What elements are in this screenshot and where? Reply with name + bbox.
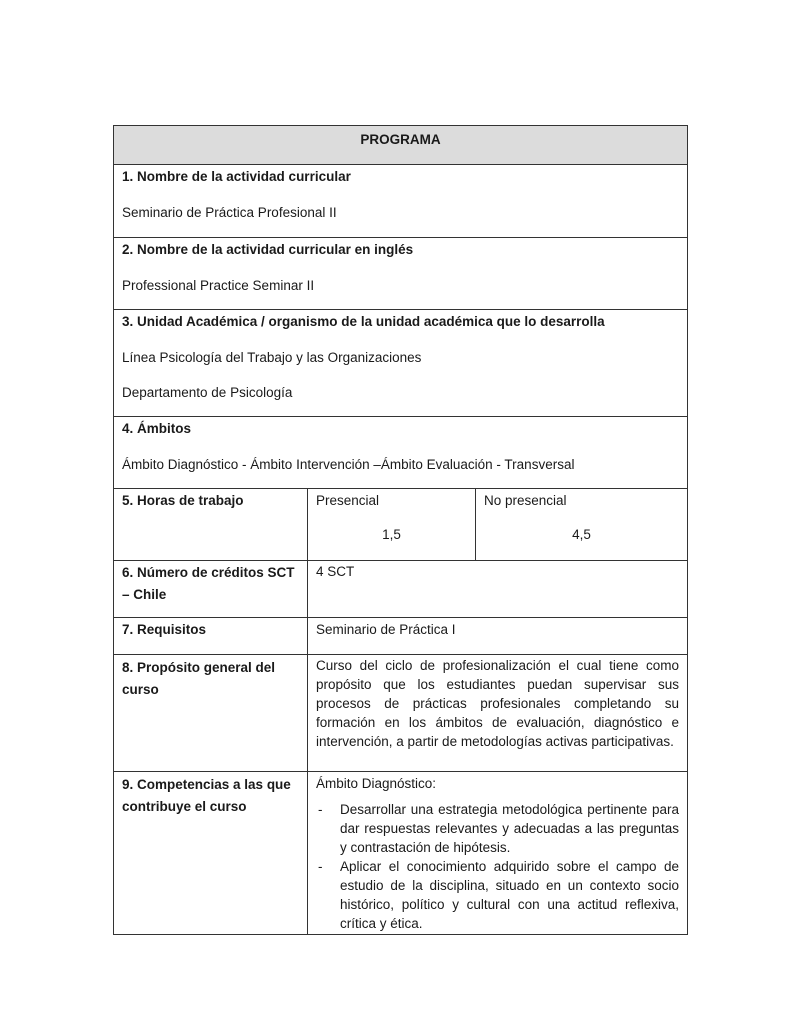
section-1-value: Seminario de Práctica Profesional II [122,205,337,220]
program-table [113,125,688,935]
section-9-title: 9. Competencias a las que contribuye el curso [114,772,308,935]
section-3-line2: Departamento de Psicología [122,385,293,400]
presencial-cell [308,489,476,561]
list-item: - Aplicar el conocimiento adquirido sobre el campo de estudio de la disciplina, situado en un contexto socio histórico, político y cultural con una actitud reflexiva, crítica y ética. [316,857,679,933]
header-row [114,126,688,165]
section-7-title: 7. Requisitos [114,618,308,655]
section-9-row [114,772,688,935]
section-3 [114,310,688,417]
presencial-label: Presencial [316,493,380,508]
section-3-title: 3. Unidad Académica / organismo de la unidad académica que lo desarrolla [122,314,605,329]
section-3-row [114,310,688,417]
section-4 [114,417,688,489]
section-4-row [114,417,688,489]
section-2-row [114,238,688,310]
no-presencial-cell [476,489,688,561]
section-4-title: 4. Ámbitos [122,421,192,436]
section-6-value: 4 SCT [308,561,688,618]
section-6-row [114,561,688,618]
section-8-row [114,655,688,772]
section-4-value: Ámbito Diagnóstico - Ámbito Intervención –Ámbito Evaluación - Transversal [122,457,575,472]
list-item: - Desarrollar una estrategia metodológica pertinente para dar respuestas relevantes y adecuadas a las preguntas y contrastación de hipótesis. [316,800,679,857]
section-1 [114,165,688,238]
section-8-title: 8. Propósito general del curso [114,655,308,772]
no-presencial-value: 4,5 [572,527,591,542]
section-5-row [114,489,688,561]
section-1-row [114,165,688,238]
section-2 [114,238,688,310]
section-2-title: 2. Nombre de la actividad curricular en inglés [122,242,414,257]
section-9-content [308,772,688,935]
presencial-value: 1,5 [382,527,401,542]
section-8-value: Curso del ciclo de profesionalización el cual tiene como propósito que los estudiantes puedan supervisar sus procesos de prácticas profesionales completando su formación en los ámbitos de evaluación, diagnóstico e intervención, a partir de metodologías activas participativas. [308,655,688,772]
section-6-title: 6. Número de créditos SCT – Chile [114,561,308,618]
program-title: PROGRAMA [114,126,688,165]
no-presencial-label: No presencial [484,493,567,508]
section-3-line1: Línea Psicología del Trabajo y las Organizaciones [122,350,422,365]
section-5-title: 5. Horas de trabajo [114,489,308,561]
competencies-list [316,800,679,933]
section-7-row [114,618,688,655]
section-2-value: Professional Practice Seminar II [122,278,315,293]
section-1-title: 1. Nombre de la actividad curricular [122,169,351,184]
section-9-subtitle: Ámbito Diagnóstico: [316,776,437,791]
section-7-value: Seminario de Práctica I [308,618,688,655]
program-document [113,125,687,935]
